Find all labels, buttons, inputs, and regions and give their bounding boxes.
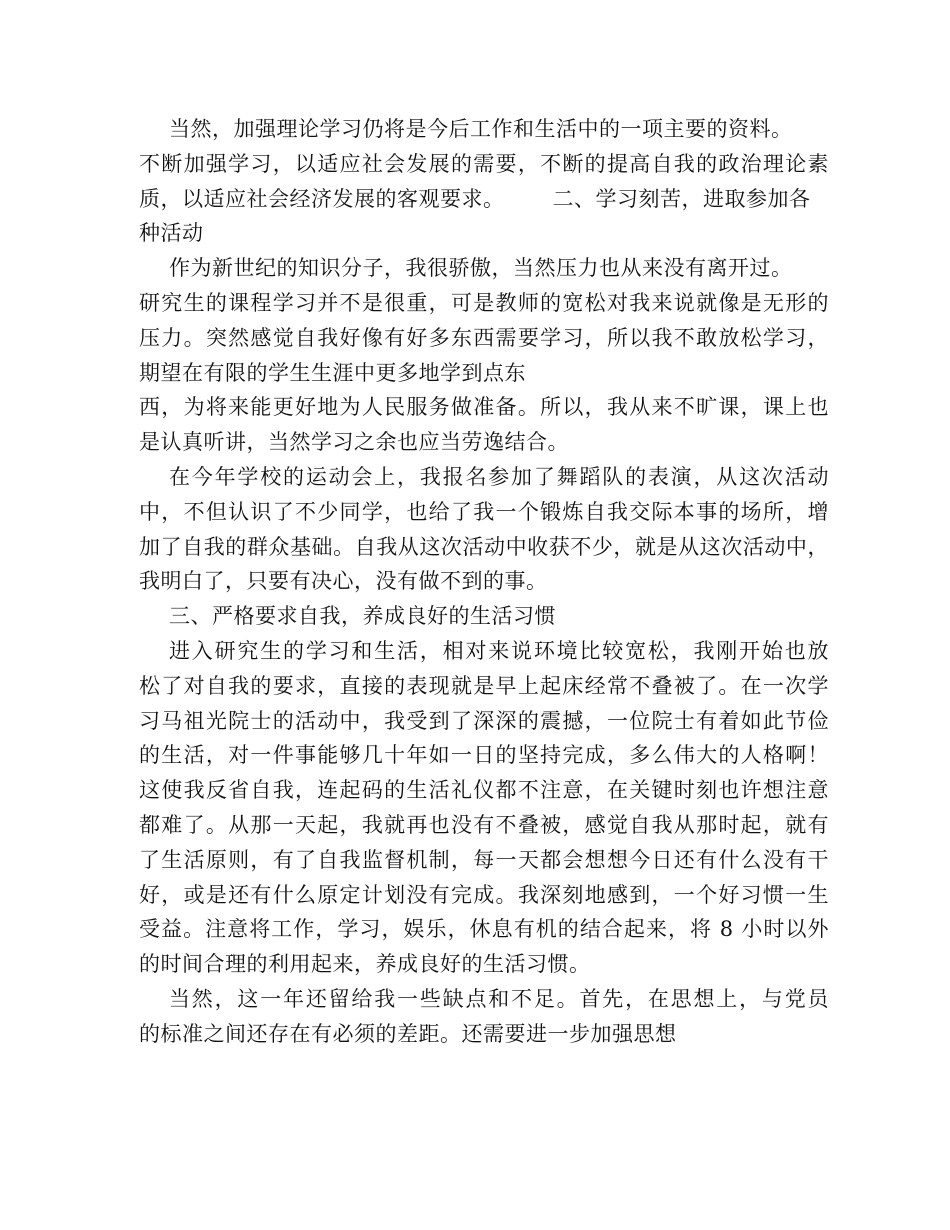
text-line-content: 当然，加强理论学习仍将是今后工作和生活中的一项主要的资料。 — [169, 117, 793, 141]
text-line — [139, 669, 829, 704]
text-line — [139, 738, 829, 773]
text-line-content: 受益。注意将工作，学习，娱乐，休息有机的结合起来，将 8 小时以外 — [139, 917, 829, 942]
text-line-content: 作为新世纪的知识分子，我很骄傲，当然压力也从来没有离开过。 — [169, 256, 793, 281]
text-line-content: 的标准之间还存在有必须的差距。还需要进一步加强思想 — [139, 1021, 677, 1046]
text-line — [139, 495, 829, 530]
text-line — [139, 460, 829, 495]
text-line — [139, 251, 829, 286]
text-line-content: 好，或是还有什么原定计划没有完成。我深刻地感到，一个好习惯一生 — [139, 882, 829, 907]
text-line — [139, 982, 829, 1017]
text-line — [139, 947, 829, 982]
document-body — [139, 112, 829, 1052]
text-line-content: 三、严格要求自我，养成良好的生活习惯 — [169, 604, 556, 629]
text-line — [139, 878, 829, 913]
text-line-content: 这使我反省自我，连起码的生活礼仪都不注意，在关键时刻也许想注意 — [139, 778, 829, 803]
text-line — [139, 356, 829, 391]
text-line — [139, 530, 829, 565]
text-line — [139, 564, 829, 599]
text-line — [139, 634, 829, 669]
text-line — [139, 843, 829, 878]
text-line-content: 压力。突然感觉自我好像有好多东西需要学习，所以我不敢放松学习， — [139, 325, 829, 350]
text-line — [139, 147, 829, 182]
text-line — [139, 704, 829, 739]
text-line — [139, 182, 829, 217]
text-line-content: 在今年学校的运动会上，我报名参加了舞蹈队的表演，从这次活动 — [169, 464, 829, 489]
text-line-content: 都难了。从那一天起，我就再也没有不叠被，感觉自我从那时起，就有 — [139, 812, 829, 837]
text-line-content: 种活动 — [139, 221, 204, 246]
text-line-content: 进入研究生的学习和生活，相对来说环境比较宽松，我刚开始也放 — [169, 638, 829, 663]
text-line — [139, 216, 829, 251]
text-line — [139, 808, 829, 843]
text-line — [139, 599, 829, 634]
text-line-content: 习马祖光院士的活动中，我受到了深深的震撼，一位院士有着如此节俭 — [139, 708, 829, 733]
text-line-content: 我明白了，只要有决心，没有做不到的事。 — [139, 569, 548, 594]
text-line-content: 是认真听讲，当然学习之余也应当劳逸结合。 — [139, 430, 569, 455]
text-line-content: 松了对自我的要求，直接的表现就是早上起床经常不叠被了。在一次学 — [139, 673, 829, 698]
text-line-content: 研究生的课程学习并不是很重，可是教师的宽松对我来说就像是无形的 — [139, 290, 829, 315]
text-line-content: 了生活原则，有了自我监督机制，每一天都会想想今日还有什么没有干 — [139, 847, 829, 872]
text-line — [139, 773, 829, 808]
text-line-content: 加了自我的群众基础。自我从这次活动中收获不少，就是从这次活动中， — [139, 534, 829, 559]
text-line-content: 西，为将来能更好地为人民服务做准备。所以，我从来不旷课，课上也 — [139, 395, 829, 420]
text-line — [139, 112, 829, 147]
text-line-content: 的时间合理的利用起来，养成良好的生活习惯。 — [139, 952, 591, 977]
text-line-content: 中，不但认识了不少同学，也给了我一个锻炼自我交际本事的场所，增 — [139, 499, 829, 524]
text-line-content: 期望在有限的学生生涯中更多地学到点东 — [139, 360, 526, 385]
text-line — [139, 912, 829, 947]
text-line — [139, 425, 829, 460]
text-line — [139, 390, 829, 425]
text-line-content: 质，以适应社会经济发展的客观要求。 — [139, 186, 505, 211]
text-line — [139, 286, 829, 321]
section-heading-inline: 二、学习刻苦，进取参加各 — [552, 186, 811, 211]
text-line — [139, 321, 829, 356]
text-line-content: 不断加强学习，以适应社会发展的需要，不断的提高自我的政治理论素 — [139, 151, 829, 176]
text-line-content: 当然，这一年还留给我一些缺点和不足。首先，在思想上，与党员 — [169, 986, 829, 1011]
text-line-content: 的生活，对一件事能够几十年如一日的坚持完成，多么伟大的人格啊！ — [139, 743, 829, 768]
text-line — [139, 1017, 829, 1052]
